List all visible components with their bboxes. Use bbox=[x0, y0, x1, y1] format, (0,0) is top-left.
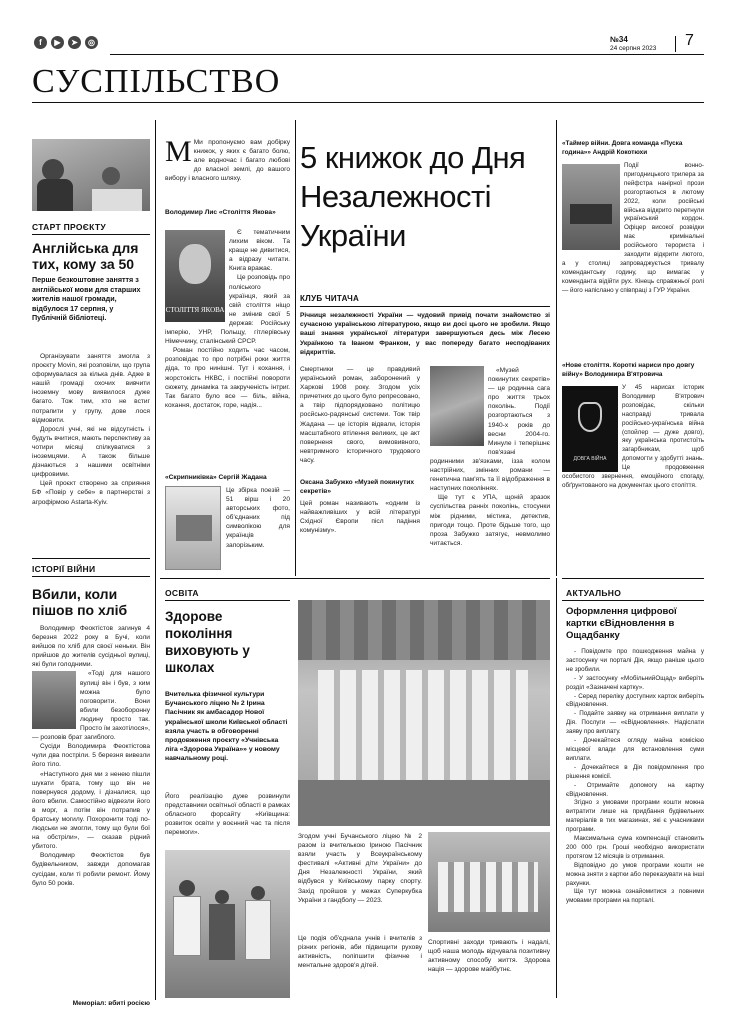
header-rule bbox=[110, 54, 704, 55]
news-tag: АКТУАЛЬНО bbox=[566, 588, 622, 598]
news-step: - У застосунку «МобільнийОщад» виберіть розділ «Зазначені картку». bbox=[566, 674, 704, 691]
war-paragraph: «Тоді для нашого вулиці він і був, з ким можна було поговорити. Вони вбили безоборонну людину просто так. Просто їм захотілося», — розповів брат загиблого. bbox=[32, 670, 150, 742]
book1-paragraph: Роман постійно ходить час часом, розповідає то про потрібні роки життя діда, то про нинішні. Тут і кохання, і жорстокість НКВС, і постійні повороти сюжету, динаміка та закрученість інтриг. Так багато було все — біль, війна, кохання, достаток, горе, надія... bbox=[165, 347, 290, 409]
war-credit: Меморіал: вбиті росією bbox=[72, 1000, 150, 1007]
instagram-icon[interactable]: ◎ bbox=[85, 36, 98, 49]
start-paragraph: Цей проєкт створено за сприяння БФ «Повір у себе» в партнерстві з агрофірмою Astarta-Kyiv. bbox=[32, 480, 150, 506]
telegram-icon[interactable]: ➤ bbox=[68, 36, 81, 49]
sport-body2: Згодом учні Бучанського ліцею № 2 разом із вчителькою Іриною Пасічник взяли участь у Всеукраїнському фестивалі «Активні діти України» до Дня Незалежності України, який відбувся у Київському парку спорту. Захід пройшов у межах Суперкубка України з гандболу — 2023. bbox=[298, 833, 422, 904]
news-step: - Повідомте про пошкодження майна у застосунку чи порталі Дія, якщо раніше цього не зробили. bbox=[566, 648, 704, 673]
war-tag: ІСТОРІЇ ВІЙНИ bbox=[32, 564, 96, 574]
feature-col2-paragraph: «Музей покинутих секретів» — це родинна сага про життя трьох поколінь. Події розгортаються з 1940-х років до весни 2004-го. Минуле і теперішнє пов'язані родинними зв'язками, ізза колом настрійних, змінних романи — генетична пам'ять та її відображення в наступних поколіннях. bbox=[430, 367, 550, 493]
feature-col1: Смертники — це правдивий український роман, заборонений у Харкові 1908 року. Згодом усіх причетних до цього було репресовано, а твір підпорядковано політицю росйсько-радянськї системи. Тож твір Жадана — це історія відвали, історія масштабного втілення великих, це акт поверненя свого, вимовивного, невтримного історичного трудового часу. bbox=[300, 366, 420, 464]
book1-cover-title: СТОЛІТТЯ ЯКОВА bbox=[165, 306, 225, 314]
news-body bbox=[566, 648, 704, 1000]
right2-text: У 45 нарисах історик Володимир В'ятрович розповідає, скільки насправді тривала російсько-українська війна (спойлер — дуже довго), яку українська протистоїть загарбникам, щоб допомогти у здобутті знань. Це продовження особистого звернення, емоційного спогаду, обґрунтованого на документах цього століття. bbox=[562, 384, 704, 489]
start-lead: Перше безкоштовне заняття з англійської мови для старших жителів нашої громади, відбулося 17 серпня, у Публічній бібліотеці. bbox=[32, 275, 141, 322]
book1-paragraph: Це розповідь про поліського українця, який за свій століття ніщо не змінив свої 5 держав: Російську імперію, УНР, Польщу, гітлерівську Німеччину, сталінський СРСР. bbox=[165, 274, 290, 346]
news-paragraph: Ще тут можна ознайомитися з повними умовами програми на порталі. bbox=[566, 888, 704, 905]
sport-lead: Вчителька фізичної культури Бучанського ліцею № 2 Ірина Пасічник як амбасадор Нової української школи Київської області взяла участь в обговоренні продовження проєкту «Учнівська ліга «Здорова Україна»» у новому навчальному році. bbox=[165, 691, 288, 763]
sport-body1: Його реалізацію дуже розвинули представники освітньої області в рамках обласного форсайту «Київщина: розвиток освіти у воєнний час та після перемоги». bbox=[165, 793, 290, 837]
feature-lead: Річниця незалежності України — чудовий привід почати знайомство зі сучасною українською літературою, якщо ви досі цього не зробили. Якщо ваші знання української літератури завершуються десь між Лесею Українкою та Іваном Франком, у вас попереду багато несподіваних відкриттів. bbox=[300, 312, 550, 356]
book1-caption: Володимир Лис «Століття Якова» bbox=[165, 209, 276, 216]
sport-body4: Спортивні заходи тривають і надалі, щоб наша молодь відчувала позитивну активному способу життя. Здорова нація — здорове майбутнє. bbox=[428, 939, 550, 974]
start-tag: СТАРТ ПРОЄКТУ bbox=[32, 222, 106, 232]
intro-text: Ми пропонуємо вам добірку книжок, у яких є багато болю, але водночас і багато любові до власної землі, до вашого вибору і власного шляху. bbox=[165, 139, 290, 183]
festival-photo bbox=[428, 832, 550, 932]
news-title: Оформлення цифрової картки єВідновлення в Ощадбанку bbox=[566, 606, 677, 641]
news-paragraph: Відповідно до умов програми кошти не можна зняти з картки або переказувати на інші рахунки. bbox=[566, 861, 704, 887]
right1-body bbox=[562, 162, 704, 354]
sport-body3: Це подія об'єднала учнів і вчителів з різних регіонів, аби підвищити рухову активність, поліпшити фізичне і ментальне здоров'я дітей. bbox=[298, 935, 422, 970]
feature-col2-paragraph: Ще тут є УПА, щоній зразок суспільства ранніх поколінь, стосунки між рідними, містика, детектив, пригоди тощо. Проте бідьше того, що проза Забужко затягує, невмолимо читається. bbox=[430, 494, 550, 547]
book3-caption: Оксана Забужко «Музей покинутих секретів» bbox=[300, 479, 415, 495]
sport-tag: ОСВІТА bbox=[165, 588, 199, 598]
youtube-icon[interactable]: ▶ bbox=[51, 36, 64, 49]
book2-cover bbox=[165, 486, 221, 570]
book1-body bbox=[165, 228, 290, 474]
news-step: - Серед переліку доступних карток виберіть єВідновлення. bbox=[566, 692, 704, 709]
war-body bbox=[32, 624, 150, 998]
book2-body: Це збірка поезій — 51 вірш і 20 авторських фото, об'єднаних під символікою для українців запорізьким. bbox=[226, 487, 290, 549]
news-step: - Дочекайтеся в Дія повідомлення про рішення комісії. bbox=[566, 763, 704, 780]
news-step: - Подайте заявку на отримання виплати у Дія. Послуги — «єВідновлення». Надіслати заяву про виплату. bbox=[566, 710, 704, 736]
feoktistov-portrait bbox=[32, 671, 76, 729]
book2-caption: «Скрипниківка» Сергій Жадана bbox=[165, 474, 267, 481]
facebook-icon[interactable]: f bbox=[34, 36, 47, 49]
feature-col1b: Цей роман називають «одним із найважливіших у всій літературі Східної Європи післ падіння комунізму». bbox=[300, 500, 420, 535]
start-title: Англійська для тих, кому за 50 bbox=[32, 240, 139, 272]
issue-number: №34 bbox=[610, 35, 628, 44]
war-title: Вбили, коли пішов по хліб bbox=[32, 586, 128, 618]
sport-title: Здорове покоління виховують у школах bbox=[165, 609, 250, 675]
right2-body bbox=[562, 384, 704, 570]
right2-cover-title: ДОВГА ВІЙНА bbox=[573, 456, 607, 462]
page-number: 7 bbox=[685, 32, 694, 49]
start-body bbox=[32, 352, 150, 507]
team-photo bbox=[298, 600, 550, 826]
english-class-photo bbox=[32, 139, 150, 211]
students-photo bbox=[165, 850, 290, 998]
start-paragraph: Дорослі учні, які не відсутність і будуть вчитися, мають перспективу за чотири місяці спілкуватися з іноземцями. А також більше дізнаються з нашими освітніми цифровими. bbox=[32, 425, 150, 479]
feature-col2 bbox=[430, 366, 550, 566]
war-paragraph: Володимир Феоктістов загинув 4 березня 2022 року в Бучі, коли вийшов по хліб для своєї неньки. Він прийшов до жителів сусідньої вулиці, які були голодними. bbox=[32, 625, 150, 669]
war-paragraph: Сусіди Володимира Феоктістова чули два постріли. 5 березня вивезли його тіло. bbox=[32, 743, 150, 769]
right1-text: Події вонно-пригодницького трилера за пейфстра нанірної прози розгортаються в лютому 2022, коли російські війська відкрито перетнули український кордон. Офіцер високої розвідки має кримінальні російського терориста і заходити відкрити лютого, а у столиці запроваджується тривалу комендантську годину, що вимагає у коменданта відійти рух. Кінець справжньої ролі — його напіслано у співпраці з ГУР України. bbox=[562, 162, 704, 294]
section-title: СУСПІЛЬСТВО bbox=[32, 63, 281, 100]
intro-block: М Ми пропонуємо вам добірку книжок, у яких є багато болю, але водночас і багато любові до власної землі, до вашого вибору і власного шляху. bbox=[165, 135, 290, 183]
start-paragraph: Організувати заняття змогла з проєкту Movin, які розповіли, що група сформувалася за кілька днів. Адже в нашій громаді охочих вивчити іноземну мову виявилося дуже багато. Тож тим, хто не встиг потрапити у групу, дове лося відмовити. bbox=[32, 353, 150, 424]
right1-caption: «Таймер війни. Довга команда «Пуска година»» Андрій Кокотюхи bbox=[562, 140, 683, 156]
right2-caption: «Нове століття. Короткі нариси про довгу війну» Володимира В'ятровича bbox=[562, 362, 695, 378]
book1-paragraph: Є тематичним лихим віком. Та краще не дивитися, а відразу читати. Книга вражає. bbox=[229, 229, 290, 273]
news-paragraph: Максимальна сума компенсації становить 200 000 грн. Гроші необхідно використати протягом 12 місяців із отримання. bbox=[566, 835, 704, 860]
news-step: - Отримайте допомогу на картку єВідновлення. bbox=[566, 781, 704, 798]
news-paragraph: Згідно з умовами програми кошти можна витратити лише на придбання будівельних матеріалів в тих магазинах, які є учасниками програми. bbox=[566, 799, 704, 834]
feature-title: 5 книжок до Дня Незалежності України bbox=[300, 140, 526, 253]
war-paragraph: Володимир Феоктістов був будівельником, завжди допомагав сусідам, коли ті робили ремонт. Йому було 50 років. bbox=[32, 852, 150, 887]
issue-date: 24 серпня 2023 bbox=[610, 45, 657, 52]
news-step: - Дочекайтеся огляду майна комісією місцевої влади для встановлення суми виплати. bbox=[566, 737, 704, 762]
feature-tag: КЛУБ ЧИТАЧА bbox=[300, 294, 360, 303]
war-paragraph: «Наступного дня ми з ненею пішли шукати брата, тому що він не повернувся додому, і дізналися, що його вбили. Самостійно відвезли його в морг, а потім він потрапив у братську могилу. Похоронити тоді по-людськи не змогли, тому що були бої на обстріли», — сказав рідний убитого. bbox=[32, 770, 150, 851]
